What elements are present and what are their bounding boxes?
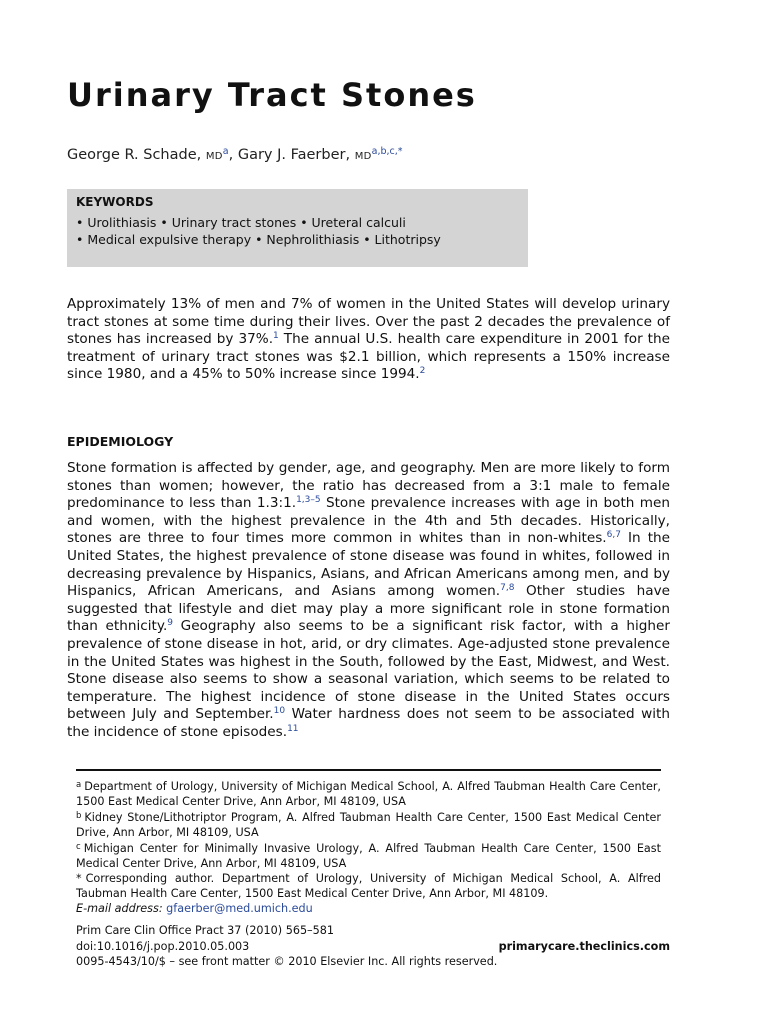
- footnote-divider: [76, 769, 661, 771]
- intro-paragraph: [67, 296, 670, 384]
- reference-link[interactable]: 2: [419, 366, 426, 377]
- footnote-marker: *: [76, 872, 82, 885]
- author-affiliation-2[interactable]: a,b,c,*: [371, 146, 403, 157]
- footnote-a: [76, 778, 661, 809]
- keywords-box: [67, 189, 528, 267]
- footnotes: [76, 778, 661, 916]
- reference-link[interactable]: 7,8: [500, 583, 515, 594]
- footnote-marker: c: [76, 842, 81, 852]
- keywords-heading: KEYWORDS: [76, 195, 154, 209]
- intro-text-1: Approximately 13% of men and 7% of women in the United States will develop urinary tract stones at some time during their lives. Over the past 2 decades the prevalence of stones has increased by 37%.: [67, 296, 670, 348]
- reference-link[interactable]: 1: [273, 331, 279, 342]
- footnote-corresponding: [76, 871, 661, 901]
- email-link[interactable]: gfaerber@med.umich.edu: [166, 902, 313, 915]
- footnote-marker: a: [76, 780, 82, 790]
- author-affiliation-1[interactable]: a: [222, 146, 229, 157]
- author-line: [67, 146, 403, 163]
- footnote-marker: b: [76, 811, 82, 821]
- reference-link[interactable]: 6,7: [606, 530, 621, 541]
- journal-citation: Prim Care Clin Office Pract 37 (2010) 565–581: [76, 924, 335, 937]
- footnote-text: Department of Urology, University of Michigan Medical School, A. Alfred Taubman Health Care Center, 1500 East Medical Center Drive, Ann Arbor, MI 48109, USA: [76, 780, 661, 808]
- footnote-email: [76, 901, 661, 916]
- author-name-2: Gary J. Faerber,: [237, 147, 355, 163]
- doi-link[interactable]: doi:10.1016/j.pop.2010.05.003: [76, 939, 250, 953]
- keywords-line-2: • Medical expulsive therapy • Nephrolithiasis • Lithotripsy: [76, 232, 441, 247]
- epi-text-5: Geography also seems to be a significant risk factor, with a higher prevalence of stone disease in hot, arid, or dry climates. Age-adjusted stone prevalence in the United States was highest in the South, followed by the East, Midwest, and West. Stone disease also seems to show a seasonal variation, which seems to be related to temperature. The highest incidence of stone disease in the United States occurs between July and September.: [67, 618, 670, 723]
- section-heading-epidemiology: EPIDEMIOLOGY: [67, 434, 174, 449]
- email-label: E-mail address:: [76, 902, 163, 915]
- epidemiology-paragraph: [67, 460, 670, 742]
- author-degree-1: MD: [205, 151, 223, 162]
- reference-link[interactable]: 9: [167, 618, 173, 629]
- author-degree-2: MD: [354, 151, 372, 162]
- footnote-text: Michigan Center for Minimally Invasive Urology, A. Alfred Taubman Health Care Center, 1500 East Medical Center Drive, Ann Arbor, MI 48109, USA: [76, 842, 661, 870]
- epi-text-3: In the United States, the highest prevalence of stone disease was found in whites, followed in decreasing prevalence by Hispanics, Asians, and African Americans among men, and by Hispanics, African Americans, and Asians among women.: [67, 530, 671, 600]
- journal-info: [76, 923, 670, 970]
- copyright-line: 0095-4543/10/$ – see front matter © 2010 Elsevier Inc. All rights reserved.: [76, 955, 498, 968]
- keywords-line-1: • Urolithiasis • Urinary tract stones • Ureteral calculi: [76, 215, 406, 230]
- epi-text-1: Stone formation is affected by gender, age, and geography. Men are more likely to form stones than women; however, the ratio has decreased from a 3:1 male to female predominance to less than 1.3:1.: [67, 460, 670, 512]
- author-name-1: George R. Schade,: [67, 147, 206, 163]
- footnote-b: [76, 809, 661, 840]
- reference-link[interactable]: 1,3–5: [296, 495, 321, 506]
- footnote-c: [76, 840, 661, 871]
- epi-text-2: Stone prevalence increases with age in both men and women, with the highest prevalence in the 4th and 5th decades. Historically, stones are three to four times more common in whites than in non-whites.: [67, 495, 670, 547]
- epi-text-6: Water hardness does not seem to be associated with the incidence of stone episodes.: [67, 706, 670, 740]
- epi-text-4: Other studies have suggested that lifestyle and diet may play a more significant role in stone formation than ethnicity.: [67, 583, 670, 635]
- author-separator: ,: [228, 147, 238, 163]
- reference-link[interactable]: 11: [287, 723, 299, 734]
- intro-text-2: The annual U.S. health care expenditure in 2001 for the treatment of urinary tract stones was $2.1 billion, which represents a 150% increase since 1980, and a 45% to 50% increase since 1994.: [67, 331, 670, 383]
- journal-site-link[interactable]: primarycare.theclinics.com: [498, 939, 670, 953]
- article-title: Urinary Tract Stones: [67, 76, 477, 114]
- footnote-text: Corresponding author. Department of Urology, University of Michigan Medical School, A. Alfred Taubman Health Care Center, 1500 East Medical Center Drive, Ann Arbor, MI 48109.: [76, 872, 661, 900]
- reference-link[interactable]: 10: [273, 706, 286, 717]
- footnote-text: Kidney Stone/Lithotriptor Program, A. Alfred Taubman Health Care Center, 1500 East Medical Center Drive, Ann Arbor, MI 48109, USA: [76, 811, 661, 839]
